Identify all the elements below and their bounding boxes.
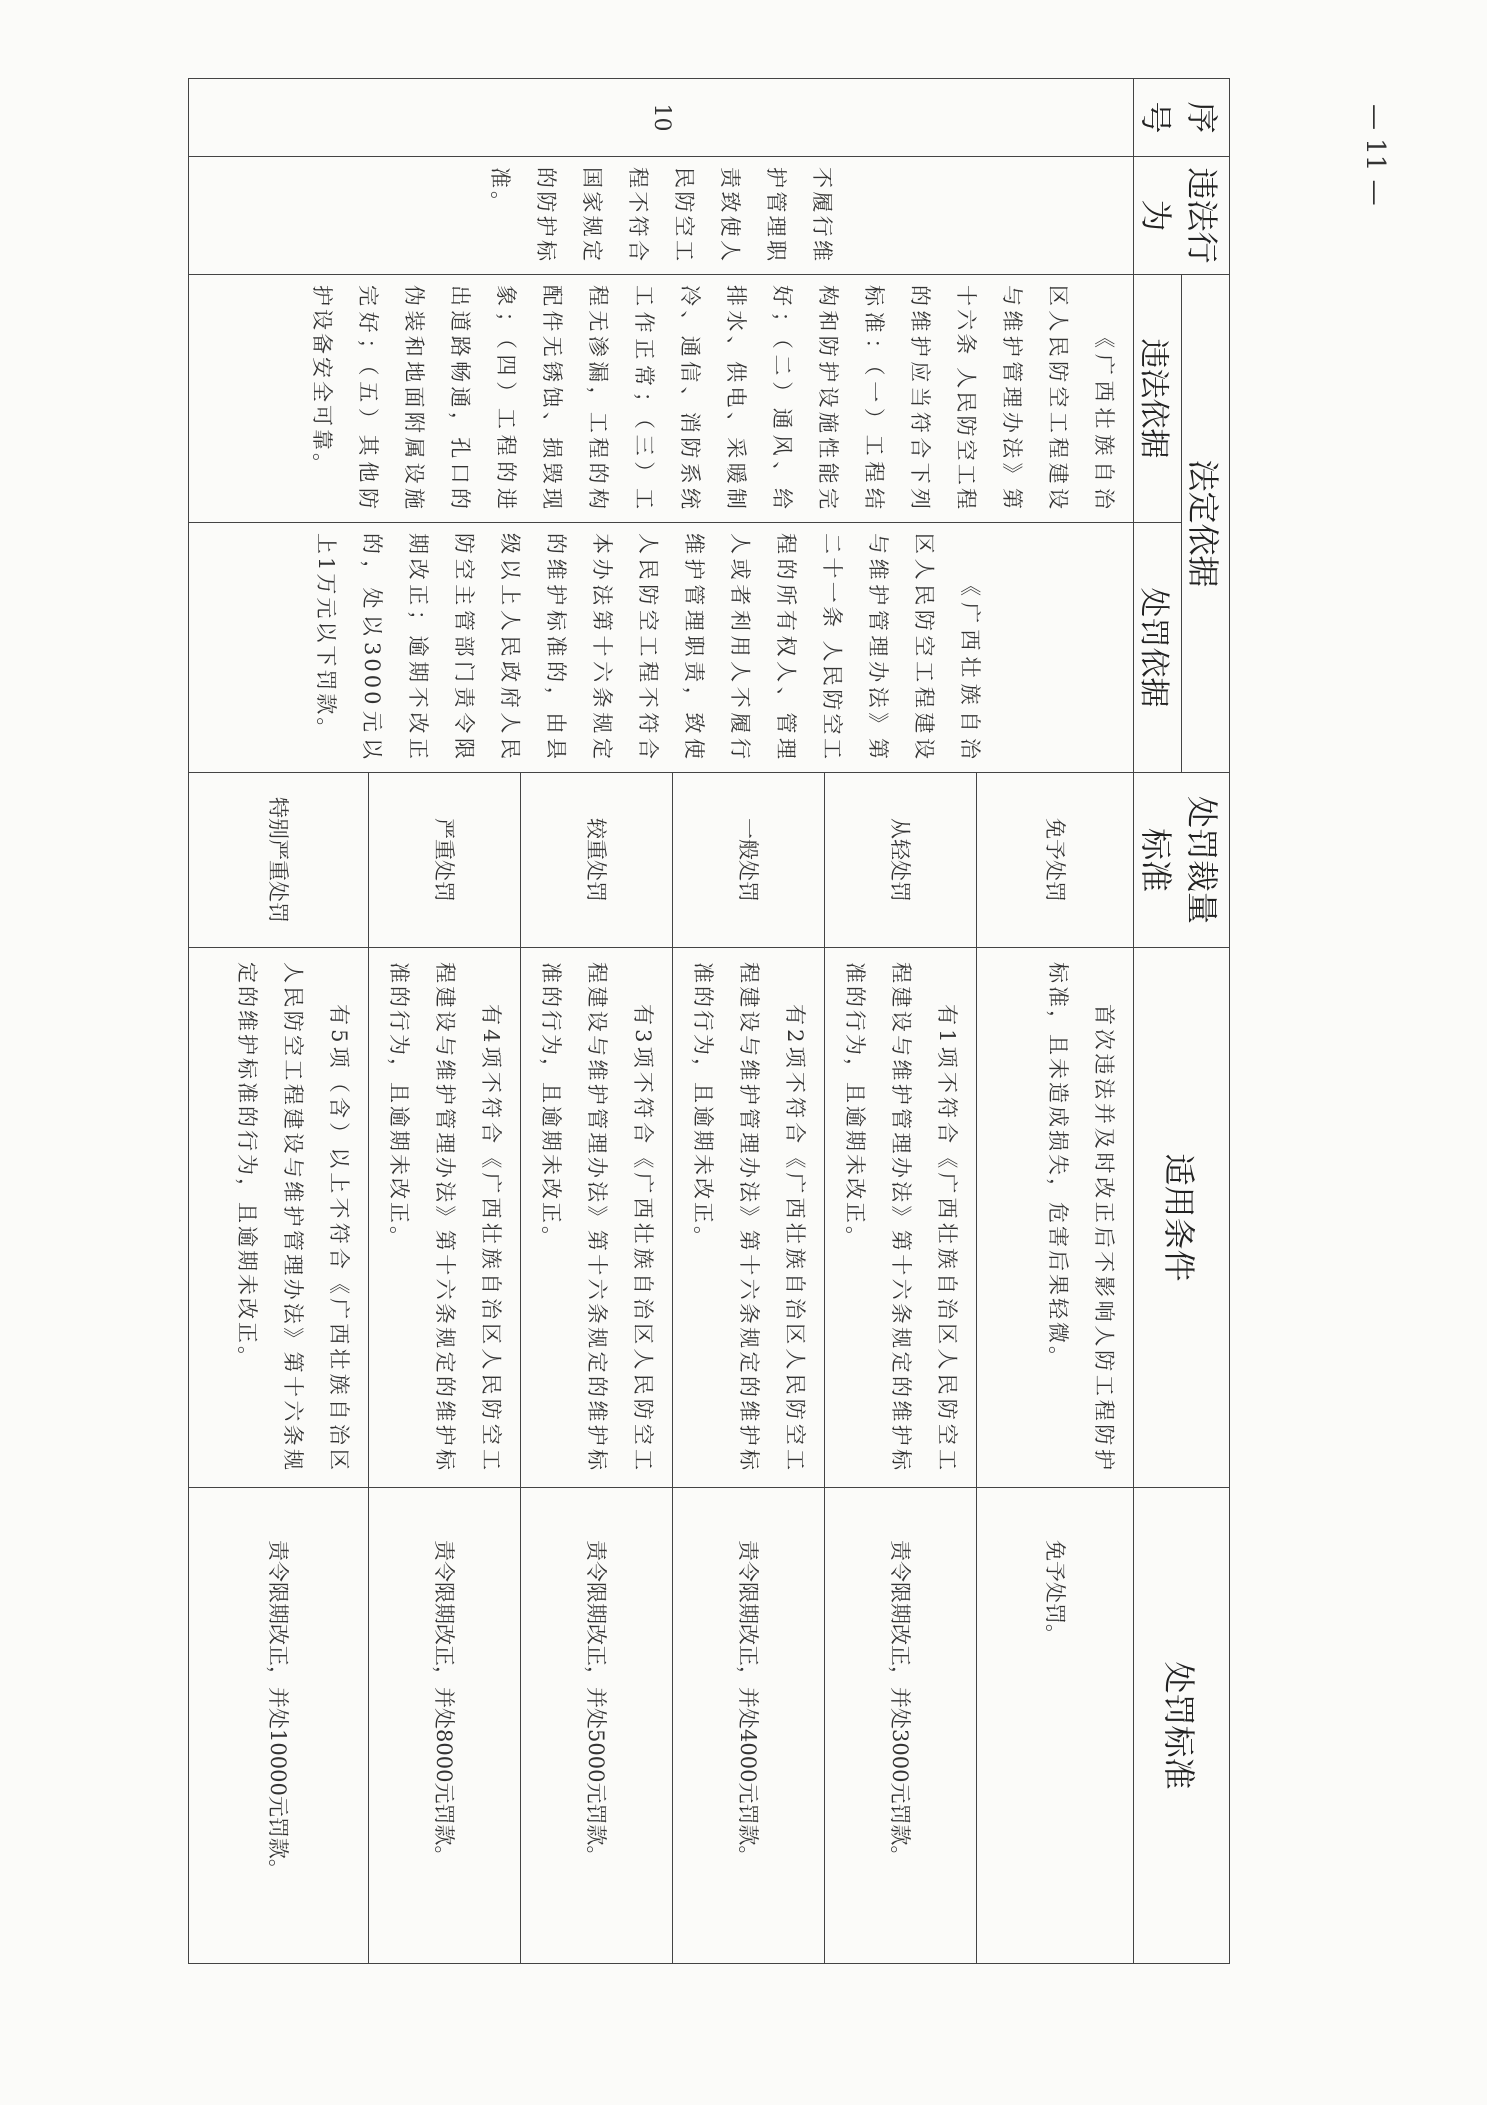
header-legal-basis: 法定依据 [1182,275,1230,773]
tier-standard: 责令限期改正，并处3000元罚款。 [825,1488,977,1964]
cell-violation-basis: 《广西壮族自治区人民防空工程建设与维护管理办法》第十六条 人民防空工程的维护应当符合下列标准：（一）工程结构和防护设施性能完好；（二）通风、给排水、供电、采暖制冷、通信、消防系统工作正常；（三）工程无渗漏，工程的构配件无锈蚀、损毁现象；（四）工程的进出道路畅通，孔口的伪装和地面附属设施完好；（五）其他防护设备安全可靠。 [189,275,1134,523]
tier-level: 免予处罚 [977,773,1134,948]
tier-condition: 有2项不符合《广西壮族自治区人民防空工程建设与维护管理办法》第十六条规定的维护标准的行为，且逾期未改正。 [673,948,825,1488]
tier-standard: 责令限期改正，并处8000元罚款。 [369,1488,521,1964]
tier-condition: 有3项不符合《广西壮族自治区人民防空工程建设与维护管理办法》第十六条规定的维护标准的行为，且逾期未改正。 [521,948,673,1488]
cell-seq: 10 [189,79,1134,157]
tier-standard: 免予处罚。 [977,1488,1134,1964]
cell-act: 不履行维护管理职责致使人民防空工程不符合国家规定的防护标准。 [189,157,1134,275]
header-violation-basis: 违法依据 [1134,275,1182,523]
tier-condition: 有1项不符合《广西壮族自治区人民防空工程建设与维护管理办法》第十六条规定的维护标准的行为，且逾期未改正。 [825,948,977,1488]
tier-level: 一般处罚 [673,773,825,948]
tier-condition: 有5项（含）以上不符合《广西壮族自治区人民防空工程建设与维护管理办法》第十六条规定的维护标准的行为，且逾期未改正。 [189,948,369,1488]
penalty-discretion-table [188,78,1230,1964]
page-number: — 11 — [1360,104,1390,206]
header-penalty-basis: 处罚依据 [1134,523,1182,773]
tier-standard: 责令限期改正，并处4000元罚款。 [673,1488,825,1964]
header-act: 违法行为 [1134,157,1230,275]
header-discretion: 处罚裁量标准 [1134,773,1230,948]
header-penalty: 处罚标准 [1134,1488,1230,1964]
header-conditions: 适用条件 [1134,948,1230,1488]
tier-level: 特别严重处罚 [189,773,369,948]
tier-condition: 首次违法并及时改正后不影响人防工程防护标准，且未造成损失，危害后果轻微。 [977,948,1134,1488]
tier-standard: 责令限期改正，并处5000元罚款。 [521,1488,673,1964]
tier-condition: 有4项不符合《广西壮族自治区人民防空工程建设与维护管理办法》第十六条规定的维护标准的行为，且逾期未改正。 [369,948,521,1488]
tier-level: 严重处罚 [369,773,521,948]
tier-level: 较重处罚 [521,773,673,948]
rotated-table-container [190,78,1230,1963]
cell-penalty-basis: 《广西壮族自治区人民防空工程建设与维护管理办法》第二十一条 人民防空工程的所有权人、管理人或者利用人不履行维护管理职责，致使人民防空工程不符合本办法第十六条规定的维护标准的，由县级以上人民政府人民防空主管部门责令限期改正；逾期不改正的，处以3000元以上1万元以下罚款。 [189,523,1134,773]
tier-standard: 责令限期改正，并处10000元罚款。 [189,1488,369,1964]
header-seq: 序号 [1134,79,1230,157]
tier-level: 从轻处罚 [825,773,977,948]
